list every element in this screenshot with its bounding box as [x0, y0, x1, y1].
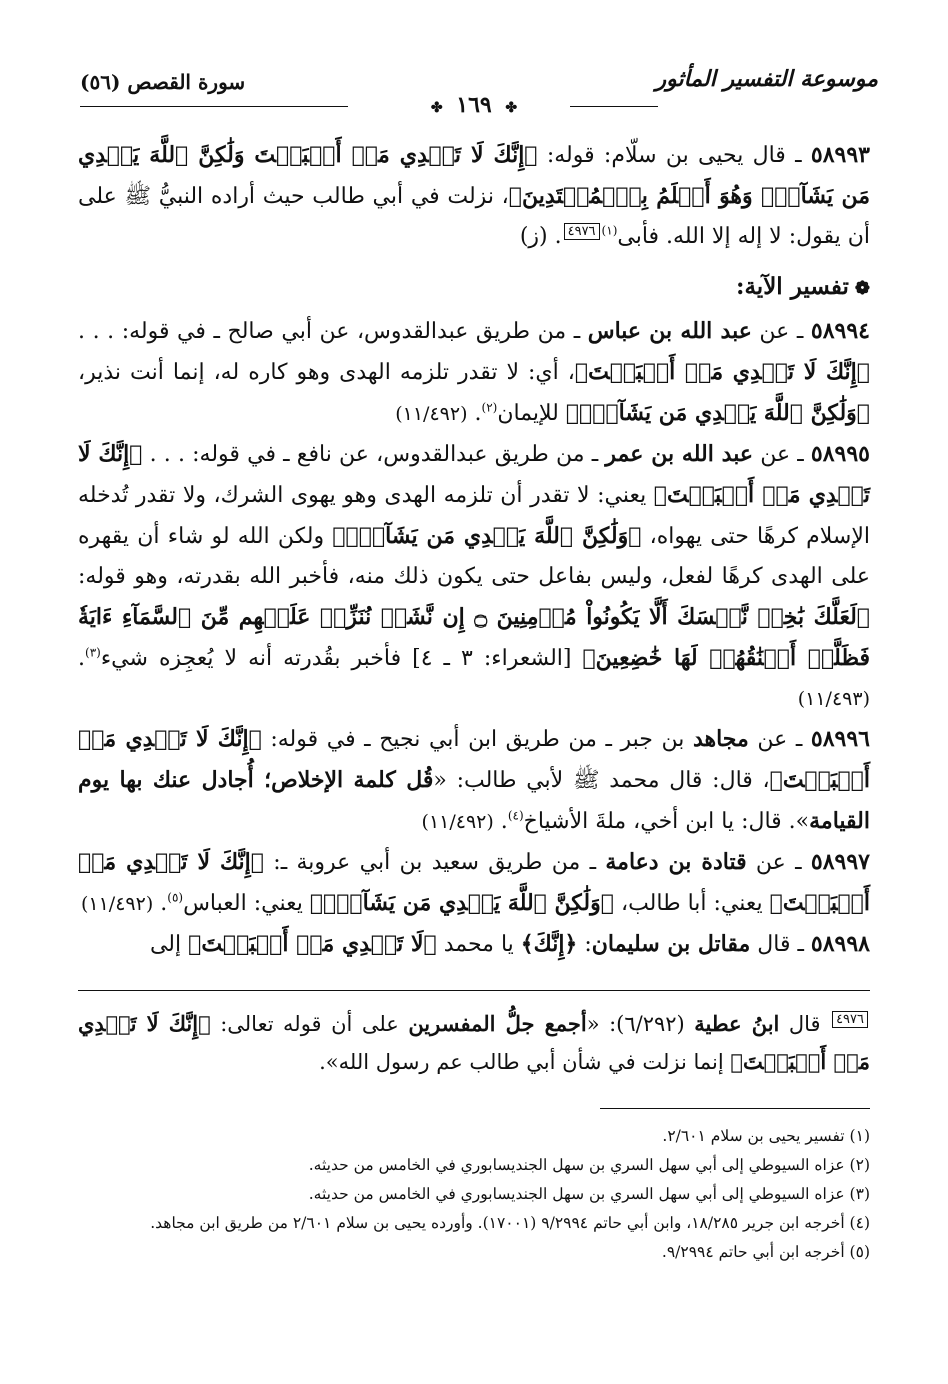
footnote-1: (١) تفسير يحيى بن سلام ٢/٦٠١.: [662, 1127, 870, 1145]
narrator-name: قتادة بن دعامة: [605, 849, 747, 875]
entry-text: .: [153, 891, 168, 916]
entry-text: ـ من طريق عبدالقدوس، عن أبي صالح ـ في قوله: . . .: [78, 319, 588, 344]
volume-ref: (١١/٤٩٢): [421, 811, 494, 833]
entry-text: [الشعراء: ٣ ـ ٤] فأخبر بقُدرته أنه لا يُعجِزه شيء: [100, 646, 583, 671]
footnote-ref: (٥): [167, 890, 184, 905]
entry-number: ٥٨٩٩٧: [810, 849, 870, 875]
entry-number: ٥٨٩٩٦: [810, 726, 870, 752]
entry-text: يعني: أبا طالب،: [613, 891, 770, 916]
entry-58994: [78, 311, 870, 434]
entry-58998: [78, 924, 870, 965]
narrator-name: مجاهد: [692, 726, 749, 752]
footnote-2: (٢) عزاه السيوطي إلى أبي سهل السري بن سهل الجنديسابوري في الخامس من حديثه.: [308, 1156, 870, 1174]
quran-verse: ﴿إِنَّكَ لَا تَهۡدِي مَنۡ أَحۡبَبۡتَ﴾: [78, 849, 870, 916]
entry-58997: [78, 842, 870, 924]
volume-ref: (١١/٤٩٢): [80, 893, 154, 915]
surah-title: سورة القصص (٥٦): [80, 70, 246, 94]
scholar-note: [78, 1005, 870, 1081]
note-marker: ٤٩٧٦: [832, 1011, 868, 1028]
entry-text: ، أي: لا تقدر تلزمه الهدى وهو كاره له، إنما أنت نذير،: [78, 360, 575, 385]
entry-number: ٥٨٩٩٥: [810, 441, 870, 467]
footnote-ref: (٢): [481, 400, 498, 415]
entry-text: ـ عن: [753, 442, 811, 467]
entry-text: ـ عن: [751, 319, 811, 344]
quran-verse: ﴿إِنَّكَ لَا تَهۡدِي مَنۡ أَحۡبَبۡتَ﴾: [78, 441, 871, 508]
entry-text: ». قال: يا ابن أخي، ملةَ الأشياخ: [523, 809, 810, 834]
note-text: إنما نزلت في شأن أبي طالب عم رسول الله».: [319, 1050, 731, 1074]
quran-verse: ﴿إِنَّكَ لَا تَهۡدِي مَنۡ أَحۡبَبۡتَ﴾: [574, 359, 870, 385]
footnote-4: (٤) أخرجه ابن جرير ١٨/٢٨٥، وابن أبي حاتم ٩/٢٩٩٤ (١٧٠٠١). وأورده يحيى بن سلام ٢/٦٠١ من طريق ابن مجاهد.: [150, 1214, 870, 1232]
entry-text: إلى: [149, 932, 189, 957]
section-title: [78, 267, 870, 309]
entry-number: ٥٨٩٩٤: [810, 318, 870, 344]
entry-number: ٥٨٩٩٣: [810, 142, 870, 168]
entry-text: يعني: العباس: [183, 891, 310, 916]
entry-text: ، نزلت في أبي طالب حيث أراده النبيُّ ﷺ على أن يقول: لا إله إلا الله. فأبى: [78, 184, 870, 249]
entry-text: .: [78, 646, 85, 671]
quran-verse: ﴿وَلَٰكِنَّ ٱللَّهَ يَهۡدِي مَن يَشَآءُۚ﴾: [309, 890, 614, 916]
narrator-name: عبد الله بن عباس: [587, 318, 752, 344]
note-marker: ٤٩٧٦: [564, 223, 600, 240]
quran-verse: ﴿إِنَّكَ لَا تَهۡدِي مَنۡ أَحۡبَبۡتَ﴾: [78, 1011, 870, 1074]
footnote-divider: [600, 1108, 870, 1109]
main-content: [78, 135, 870, 965]
volume-ref: (١١/٤٩٢): [395, 403, 468, 425]
entry-text: :: [577, 932, 592, 957]
quran-verse: ﴿إِنَّكَ لَا تَهۡدِي مَنۡ أَحۡبَبۡتَ﴾: [78, 726, 870, 793]
entry-text: ـ من طريق سعيد بن أبي عروبة ـ:: [263, 850, 606, 875]
quran-verse: ﴿إِنَّكَ لَا تَهۡدِي مَنۡ أَحۡبَبۡتَ وَلَٰكِنَّ ٱللَّهَ يَهۡدِي مَن يَشَآءُۚ وَهُوَ أَعۡلَمُ بِٱلۡمُهۡتَدِينَ﴾: [78, 142, 870, 209]
flower-icon: ❁: [854, 278, 870, 299]
note-text: قال: [779, 1012, 831, 1036]
footnote-ref: (٤): [507, 808, 524, 823]
quran-verse: ﴿إِنَّكَ﴾: [520, 931, 578, 957]
book-title: موسوعة التفسير المأثور: [655, 66, 878, 92]
footnote-3: (٣) عزاه السيوطي إلى أبي سهل السري بن سهل الجنديسابوري في الخامس من حديثه.: [308, 1185, 870, 1203]
footnote-ref: (٣): [85, 645, 101, 660]
entry-58995: [78, 434, 870, 719]
footnote-ref: (١): [601, 223, 618, 238]
entry-text: للإيمان: [497, 401, 566, 426]
entry-58996: [78, 719, 870, 842]
hadith-text: قُل كلمة الإخلاص؛ أُجادل عنك بها يوم القيامة: [78, 767, 870, 834]
entry-text: يا محمد: [436, 932, 521, 957]
narrator-name: عبد الله بن عمر: [605, 441, 753, 467]
note-text: على أن قوله تعالى:: [210, 1012, 409, 1036]
note-text: (٦/٢٩٢): «: [586, 1012, 695, 1036]
volume-ref: (١١/٤٩٣): [797, 688, 870, 710]
entry-text: ، قال: قال محمد ﷺ لأبي طالب: «: [433, 768, 770, 793]
ornament-icon: ✤: [430, 100, 443, 116]
narrator-name: مقاتل بن سليمان: [591, 931, 751, 957]
entry-text: .: [493, 809, 508, 834]
page-number-wrap: [70, 92, 878, 118]
footnotes: [78, 1122, 870, 1267]
entry-text: ـ عن: [746, 850, 811, 875]
quran-verse: ﴿وَلَٰكِنَّ ٱللَّهَ يَهۡدِي مَن يَشَآءُۚ﴾: [332, 523, 642, 549]
entry-text: ـ قال: [750, 932, 811, 957]
quran-verse: ﴿وَلَٰكِنَّ ٱللَّهَ يَهۡدِي مَن يَشَآءُۚ﴾: [565, 400, 870, 426]
entry-text: ـ عن: [748, 727, 811, 752]
entry-text: يعني: لا تقدر أن تلزمه الهدى وهو يهوى الشرك، ولا تقدر تُدخله الإسلام كرهًا حتى يهواه،: [78, 483, 870, 549]
entry-text: ولكن الله لو شاء أن يقهره على الهدى كرهًا لفعل، وليس بفاعل حتى يكون ذلك منه، فأخبر الله بقدرته، وهو قوله:: [78, 524, 870, 589]
footnote-5: (٥) أخرجه ابن أبي حاتم ٩/٢٩٩٤.: [661, 1243, 870, 1261]
entry-text: ـ من طريق عبدالقدوس، عن نافع ـ في قوله: . . .: [142, 442, 606, 467]
entry-number: ٥٨٩٩٨: [810, 931, 870, 957]
section-title-text: تفسير الآية:: [735, 273, 849, 300]
note-scholar: ابنُ عطية: [694, 1011, 780, 1036]
entry-58993: [78, 135, 870, 257]
quran-verse: ﴿لَا تَهۡدِي مَنۡ أَحۡبَبۡتَ﴾: [188, 931, 437, 957]
quran-verse: ﴿لَعَلَّكَ بَٰخِعٞ نَّفۡسَكَ أَلَّا يَكُونُواْ مُؤۡمِنِينَ ۝ إِن نَّشَأۡ نُنَزِّلۡ عَلَيۡهِم مِّنَ ٱلسَّمَآءِ ءَايَةٗ فَظَلَّتۡ أَعۡنَٰقُهُمۡ لَهَا خَٰضِعِينَ﴾: [78, 604, 871, 671]
entry-text: . (ز): [519, 224, 562, 249]
entry-text: بن جبر ـ من طريق ابن أبي نجيح ـ في قوله:: [261, 727, 693, 752]
note-emphasis: أجمع جلُّ المفسرين: [408, 1011, 587, 1036]
ornament-icon: ✤: [505, 100, 518, 116]
entry-text: .: [467, 401, 482, 426]
entry-text: ـ قال يحيى بن سلّام: قوله:: [537, 143, 811, 168]
page-number: ١٦٩: [456, 92, 492, 118]
note-divider: [78, 990, 870, 991]
page-header: [70, 62, 878, 122]
